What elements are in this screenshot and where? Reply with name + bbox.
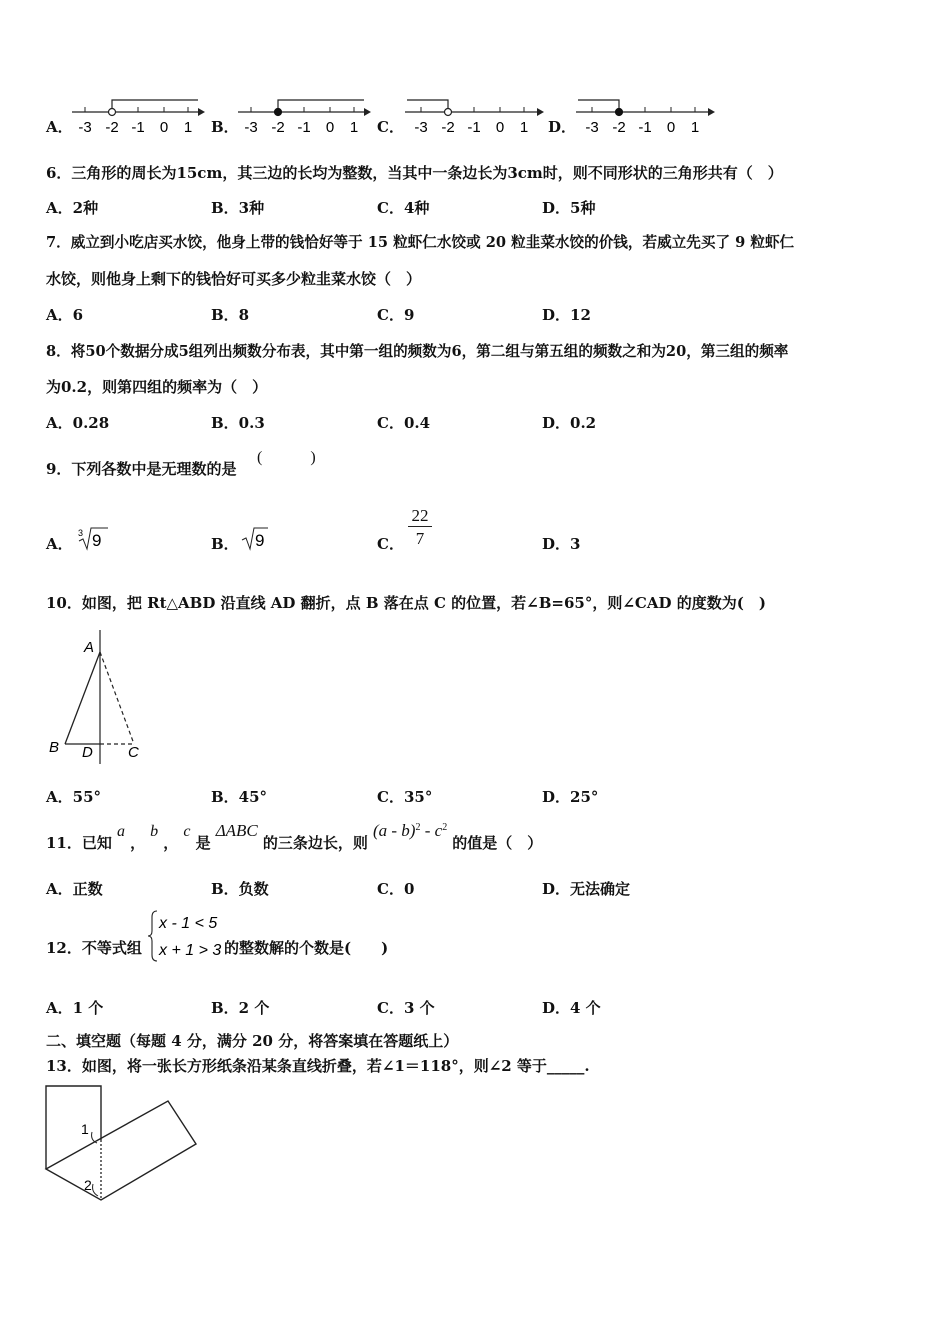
q9-option-a-label: A． bbox=[46, 535, 73, 553]
q8-question-line2: 为0.2，则第四组的频率为（ ） bbox=[46, 378, 268, 396]
q5-option-c-label: C． bbox=[377, 118, 404, 136]
q11-option-d: D．无法确定 bbox=[542, 880, 631, 898]
q9-a-radicand: 9 bbox=[92, 531, 102, 550]
q10-option-c: C．35° bbox=[377, 788, 433, 806]
q9-option-b-label: B． bbox=[211, 535, 239, 553]
q12-prefix: 12．不等式组 bbox=[46, 939, 142, 957]
fraction-bar bbox=[408, 526, 432, 527]
q11-exponent-2: 2 bbox=[442, 822, 448, 833]
tick-label: 0 bbox=[159, 119, 169, 136]
q6-option-a: A．2种 bbox=[46, 199, 99, 217]
q13-folded-strip-figure bbox=[40, 1082, 205, 1206]
q8-option-d: D．0.2 bbox=[542, 414, 597, 432]
q5-number-line-d bbox=[572, 94, 722, 136]
q13-question: 13．如图，将一张长方形纸条沿某条直线折叠，若∠1＝118°，则∠2 等于_____. bbox=[46, 1057, 590, 1075]
q7-option-a: A．6 bbox=[46, 306, 84, 324]
q5-option-d-label: D． bbox=[548, 118, 577, 136]
tick-label: 1 bbox=[183, 119, 193, 136]
q11-suffix: 的值是（ ） bbox=[452, 834, 543, 852]
tick-label: -3 bbox=[78, 119, 92, 136]
q11-expr: (a - b) bbox=[372, 821, 416, 840]
tick-label: 1 bbox=[349, 119, 359, 136]
q11-exponent-1: 2 bbox=[415, 822, 421, 833]
point-label-d: D bbox=[82, 744, 93, 761]
q9-paren: ( ) bbox=[257, 449, 316, 466]
q11-option-a: A．正数 bbox=[46, 880, 103, 898]
tick-label: 0 bbox=[495, 119, 505, 136]
q12-inequality-system bbox=[148, 909, 224, 963]
q9-option-c-label: C． bbox=[377, 535, 404, 553]
q11-option-b: B．负数 bbox=[211, 880, 269, 898]
tick-label: 0 bbox=[325, 119, 335, 136]
q12-inequality-1: x - 1 < 5 bbox=[159, 915, 218, 932]
q12-option-c: C．3 个 bbox=[377, 999, 435, 1017]
q12-inequality-2: x + 1 > 3 bbox=[159, 942, 222, 959]
q8-option-a: A．0.28 bbox=[46, 414, 110, 432]
q6-option-d: D．5种 bbox=[542, 199, 596, 217]
section-title-fill-in: 二、填空题（每题 4 分，满分 20 分，将答案填在答题纸上） bbox=[46, 1032, 459, 1050]
q5-number-line-b bbox=[234, 94, 374, 136]
q6-question: 6．三角形的周长为15cm，其三边的长均为整数，当其中一条边长为3cm时，则不同形状的三角形共有（ ） bbox=[46, 164, 783, 182]
q11-comma-2: ， bbox=[163, 834, 179, 852]
q11-mid-text: 的三条边长，则 bbox=[262, 834, 368, 852]
q12-option-d: D．4 个 bbox=[542, 999, 601, 1017]
q5-option-b-label: B． bbox=[211, 118, 239, 136]
q10-triangle-figure bbox=[44, 630, 154, 766]
point-label-a: A bbox=[84, 639, 95, 656]
q9-b-radicand: 9 bbox=[255, 531, 265, 550]
q9-a-root-index: 3 bbox=[78, 528, 84, 538]
q8-question-line1: 8．将50个数据分成5组列出频数分布表，其中第一组的频数为6，第二组与第五组的频数之和为20，第三组的频率 bbox=[46, 343, 789, 360]
tick-label: -1 bbox=[297, 119, 311, 136]
tick-label: 1 bbox=[690, 119, 700, 136]
point-label-b: B bbox=[49, 739, 60, 756]
q9-c-denominator: 7 bbox=[415, 529, 425, 548]
angle-label-2: 2 bbox=[84, 1177, 92, 1193]
q7-option-c: C．9 bbox=[377, 306, 415, 324]
q7-question-line2: 水饺，则他身上剩下的钱恰好可买多少粒韭菜水饺（ ） bbox=[46, 270, 422, 288]
q7-question-line1: 7．威立到小吃店买水饺，他身上带的钱恰好等于 15 粒虾仁水饺或 20 粒韭菜水饺的价钱，若威立先买了 9 粒虾仁 bbox=[46, 234, 795, 251]
q11-prefix: 11．已知 bbox=[46, 834, 112, 852]
q7-option-d: D．12 bbox=[542, 306, 591, 324]
q8-option-c: C．0.4 bbox=[377, 414, 431, 432]
q10-question: 10．如图，把 Rt△ABD 沿直线 AD 翻折，点 B 落在点 C 的位置，若∠B=65°，则∠CAD 的度数为( ) bbox=[46, 594, 766, 612]
point-label-c: C bbox=[128, 744, 139, 761]
q7-option-b: B．8 bbox=[211, 306, 250, 324]
tick-label: -2 bbox=[271, 119, 285, 136]
angle-label-1: 1 bbox=[81, 1121, 89, 1137]
q10-option-d: D．25° bbox=[542, 788, 599, 806]
tick-label: -3 bbox=[244, 119, 258, 136]
q11-option-c: C．0 bbox=[377, 880, 415, 898]
q5-option-a-label: A． bbox=[46, 118, 73, 136]
q11-is: 是 bbox=[195, 834, 211, 852]
tick-label: -1 bbox=[131, 119, 145, 136]
q12-option-a: A．1 个 bbox=[46, 999, 104, 1017]
tick-label: -3 bbox=[414, 119, 428, 136]
q12-option-b: B．2 个 bbox=[211, 999, 270, 1017]
tick-label: -3 bbox=[585, 119, 599, 136]
q11-minus-c: - c bbox=[420, 821, 443, 840]
q10-option-a: A．55° bbox=[46, 788, 102, 806]
q5-number-line-a bbox=[68, 94, 208, 136]
q5-number-line-c bbox=[401, 94, 551, 136]
tick-label: -2 bbox=[612, 119, 626, 136]
q11-var-c: c bbox=[183, 823, 191, 840]
tick-label: -1 bbox=[467, 119, 481, 136]
q11-comma-1: ， bbox=[130, 834, 146, 852]
q8-option-b: B．0.3 bbox=[211, 414, 265, 432]
q11-triangle: ΔABC bbox=[215, 821, 258, 840]
q9-option-b-sqrt bbox=[240, 524, 270, 552]
q9-question: 9．下列各数中是无理数的是 bbox=[46, 460, 237, 478]
q9-option-c-fraction bbox=[407, 506, 433, 548]
q11-var-b: b bbox=[150, 823, 159, 840]
q9-c-numerator: 22 bbox=[411, 506, 429, 525]
q11-var-a: a bbox=[116, 823, 125, 840]
q9-option-a-cube-root bbox=[76, 524, 110, 552]
tick-label: -2 bbox=[105, 119, 119, 136]
q9-option-d: D．3 bbox=[542, 535, 581, 553]
q6-option-c: C．4种 bbox=[377, 199, 430, 217]
tick-label: 0 bbox=[666, 119, 676, 136]
q12-suffix: 的整数解的个数是( ) bbox=[224, 939, 389, 957]
q6-option-b: B．3种 bbox=[211, 199, 265, 217]
q11-question bbox=[46, 820, 542, 856]
q10-option-b: B．45° bbox=[211, 788, 268, 806]
tick-label: -2 bbox=[441, 119, 455, 136]
tick-label: -1 bbox=[638, 119, 652, 136]
tick-label: 1 bbox=[519, 119, 529, 136]
